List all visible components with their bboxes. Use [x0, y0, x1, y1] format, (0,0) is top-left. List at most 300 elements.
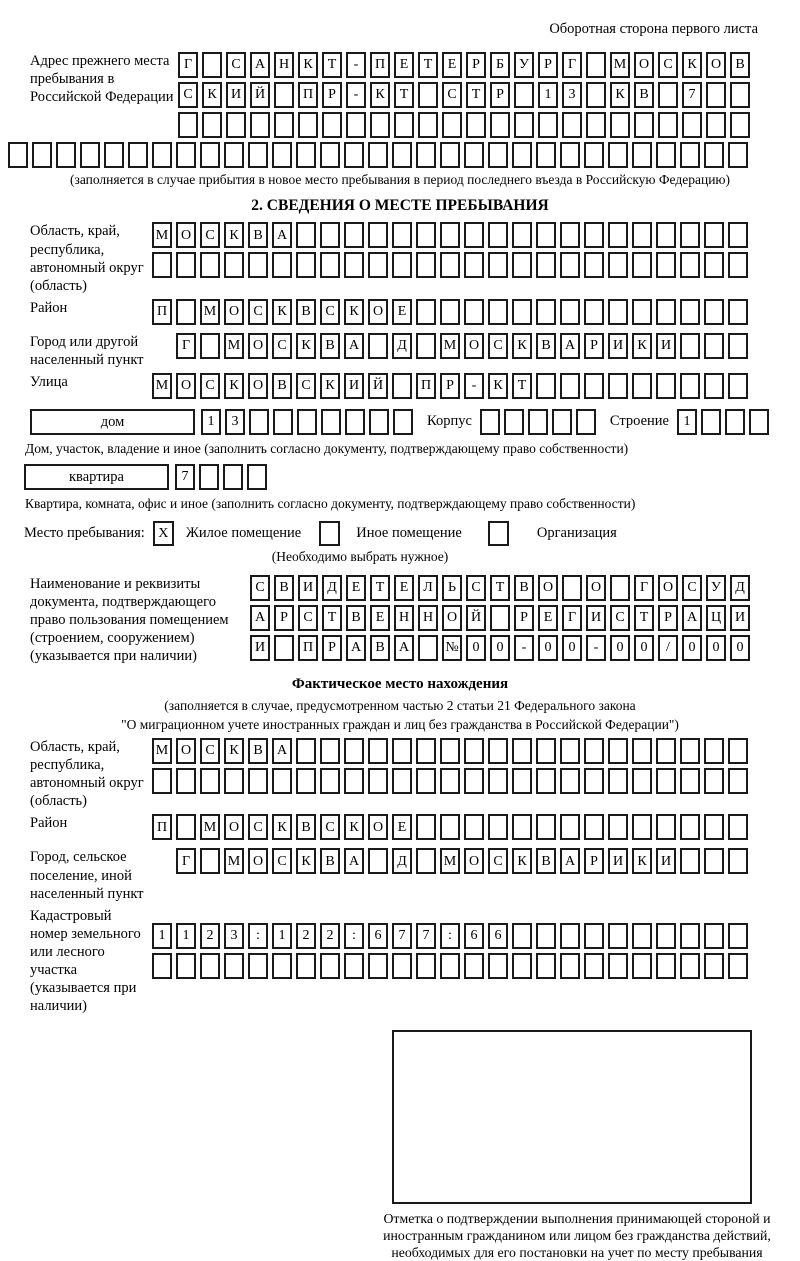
form-cell[interactable] [730, 112, 750, 138]
form-cell[interactable] [632, 373, 652, 399]
form-cell[interactable] [440, 222, 460, 248]
form-cell[interactable] [560, 953, 580, 979]
stay-option-other-checkbox[interactable] [319, 521, 340, 546]
form-cell[interactable]: В [274, 575, 294, 601]
form-cell[interactable] [680, 768, 700, 794]
form-cell[interactable] [488, 222, 508, 248]
form-cell[interactable]: - [346, 52, 366, 78]
form-cell[interactable] [8, 142, 28, 168]
form-cell[interactable]: С [320, 299, 340, 325]
form-cell[interactable]: К [298, 52, 318, 78]
form-cell[interactable]: М [224, 333, 244, 359]
form-cell[interactable]: А [272, 738, 292, 764]
form-cell[interactable]: - [346, 82, 366, 108]
form-cell[interactable] [608, 768, 628, 794]
form-cell[interactable] [704, 142, 724, 168]
form-cell[interactable] [273, 409, 293, 435]
form-cell[interactable] [730, 82, 750, 108]
form-cell[interactable] [704, 923, 724, 949]
form-cell[interactable] [656, 373, 676, 399]
form-cell[interactable] [576, 409, 596, 435]
form-cell[interactable]: В [248, 738, 268, 764]
form-cell[interactable]: Р [490, 82, 510, 108]
form-cell[interactable] [368, 953, 388, 979]
form-cell[interactable] [632, 738, 652, 764]
form-cell[interactable] [368, 142, 388, 168]
form-cell[interactable] [584, 142, 604, 168]
form-cell[interactable] [370, 112, 390, 138]
form-cell[interactable] [728, 222, 748, 248]
form-cell[interactable]: В [296, 299, 316, 325]
form-cell[interactable] [512, 142, 532, 168]
form-cell[interactable]: Е [392, 814, 412, 840]
form-cell[interactable] [392, 768, 412, 794]
form-cell[interactable]: С [488, 848, 508, 874]
form-cell[interactable]: Р [658, 605, 678, 631]
form-cell[interactable] [488, 814, 508, 840]
form-cell[interactable] [656, 738, 676, 764]
form-cell[interactable]: Е [392, 299, 412, 325]
form-cell[interactable]: П [152, 299, 172, 325]
form-cell[interactable] [656, 252, 676, 278]
form-cell[interactable]: 3 [225, 409, 245, 435]
form-cell[interactable] [512, 738, 532, 764]
form-cell[interactable] [536, 768, 556, 794]
form-cell[interactable] [749, 409, 769, 435]
form-cell[interactable] [728, 814, 748, 840]
form-cell[interactable]: 1 [152, 923, 172, 949]
form-cell[interactable] [296, 738, 316, 764]
form-cell[interactable]: 6 [368, 923, 388, 949]
form-cell[interactable] [632, 222, 652, 248]
form-cell[interactable] [656, 222, 676, 248]
form-cell[interactable]: М [152, 738, 172, 764]
form-cell[interactable] [608, 373, 628, 399]
form-cell[interactable] [560, 923, 580, 949]
form-cell[interactable] [176, 299, 196, 325]
form-cell[interactable] [704, 299, 724, 325]
form-cell[interactable]: В [536, 333, 556, 359]
form-cell[interactable] [680, 373, 700, 399]
form-cell[interactable]: А [272, 222, 292, 248]
form-cell[interactable] [680, 953, 700, 979]
form-cell[interactable] [608, 738, 628, 764]
form-cell[interactable] [320, 953, 340, 979]
form-cell[interactable]: А [346, 635, 366, 661]
form-cell[interactable]: Е [370, 605, 390, 631]
form-cell[interactable]: П [416, 373, 436, 399]
form-cell[interactable]: Р [466, 52, 486, 78]
form-cell[interactable] [152, 252, 172, 278]
form-cell[interactable] [272, 768, 292, 794]
form-cell[interactable]: У [514, 52, 534, 78]
form-cell[interactable]: В [296, 814, 316, 840]
form-cell[interactable]: Г [176, 333, 196, 359]
form-cell[interactable]: : [248, 923, 268, 949]
form-cell[interactable] [178, 112, 198, 138]
form-cell[interactable] [584, 252, 604, 278]
form-cell[interactable]: В [248, 222, 268, 248]
form-cell[interactable] [584, 953, 604, 979]
form-cell[interactable]: Й [368, 373, 388, 399]
form-cell[interactable]: К [202, 82, 222, 108]
form-cell[interactable]: С [200, 222, 220, 248]
form-cell[interactable]: С [296, 373, 316, 399]
form-cell[interactable] [416, 142, 436, 168]
form-cell[interactable] [560, 299, 580, 325]
form-cell[interactable] [176, 142, 196, 168]
form-cell[interactable]: С [466, 575, 486, 601]
form-cell[interactable] [464, 142, 484, 168]
form-cell[interactable]: 0 [538, 635, 558, 661]
form-cell[interactable]: № [442, 635, 462, 661]
form-cell[interactable]: 0 [682, 635, 702, 661]
form-cell[interactable]: И [344, 373, 364, 399]
form-cell[interactable]: О [706, 52, 726, 78]
form-cell[interactable] [176, 252, 196, 278]
form-cell[interactable] [512, 222, 532, 248]
form-cell[interactable] [680, 848, 700, 874]
form-cell[interactable]: О [224, 814, 244, 840]
form-cell[interactable] [480, 409, 500, 435]
form-cell[interactable] [440, 953, 460, 979]
form-cell[interactable] [608, 299, 628, 325]
form-cell[interactable] [392, 252, 412, 278]
form-cell[interactable] [224, 768, 244, 794]
form-cell[interactable] [680, 333, 700, 359]
form-cell[interactable] [369, 409, 389, 435]
form-cell[interactable] [680, 222, 700, 248]
form-cell[interactable]: М [152, 373, 172, 399]
form-cell[interactable]: 0 [610, 635, 630, 661]
form-cell[interactable] [418, 635, 438, 661]
form-cell[interactable] [80, 142, 100, 168]
form-cell[interactable]: М [440, 848, 460, 874]
form-cell[interactable] [536, 299, 556, 325]
form-cell[interactable]: С [272, 848, 292, 874]
form-cell[interactable]: С [200, 373, 220, 399]
form-cell[interactable] [226, 112, 246, 138]
form-cell[interactable] [728, 373, 748, 399]
form-cell[interactable] [274, 112, 294, 138]
form-cell[interactable] [440, 738, 460, 764]
form-cell[interactable]: Д [730, 575, 750, 601]
form-cell[interactable]: С [610, 605, 630, 631]
form-cell[interactable] [536, 142, 556, 168]
form-cell[interactable]: О [368, 814, 388, 840]
form-cell[interactable]: С [320, 814, 340, 840]
form-cell[interactable] [728, 252, 748, 278]
form-cell[interactable] [440, 252, 460, 278]
form-cell[interactable]: Т [322, 52, 342, 78]
form-cell[interactable] [656, 299, 676, 325]
form-cell[interactable]: О [464, 333, 484, 359]
form-cell[interactable]: И [298, 575, 318, 601]
form-cell[interactable] [728, 848, 748, 874]
form-cell[interactable] [392, 142, 412, 168]
form-cell[interactable]: 0 [706, 635, 726, 661]
form-cell[interactable]: О [248, 373, 268, 399]
form-cell[interactable]: Н [418, 605, 438, 631]
form-cell[interactable]: Р [274, 605, 294, 631]
form-cell[interactable]: Т [418, 52, 438, 78]
form-cell[interactable] [704, 814, 724, 840]
form-cell[interactable] [656, 923, 676, 949]
form-cell[interactable] [393, 409, 413, 435]
form-cell[interactable] [416, 333, 436, 359]
form-cell[interactable] [608, 222, 628, 248]
form-cell[interactable]: Ц [706, 605, 726, 631]
form-cell[interactable] [440, 768, 460, 794]
form-cell[interactable] [200, 848, 220, 874]
form-cell[interactable]: Г [562, 52, 582, 78]
form-cell[interactable]: И [608, 333, 628, 359]
form-cell[interactable] [200, 333, 220, 359]
form-cell[interactable] [272, 953, 292, 979]
form-cell[interactable] [466, 112, 486, 138]
form-cell[interactable]: Д [392, 848, 412, 874]
form-cell[interactable] [656, 953, 676, 979]
form-cell[interactable]: О [248, 333, 268, 359]
form-cell[interactable] [552, 409, 572, 435]
form-cell[interactable] [728, 333, 748, 359]
form-cell[interactable]: М [224, 848, 244, 874]
form-cell[interactable]: Б [490, 52, 510, 78]
form-cell[interactable]: К [344, 299, 364, 325]
form-cell[interactable]: И [586, 605, 606, 631]
form-cell[interactable] [248, 768, 268, 794]
form-cell[interactable]: В [272, 373, 292, 399]
form-cell[interactable]: - [514, 635, 534, 661]
form-cell[interactable] [223, 464, 243, 490]
form-cell[interactable] [584, 222, 604, 248]
form-cell[interactable] [321, 409, 341, 435]
form-cell[interactable] [560, 222, 580, 248]
form-cell[interactable]: 1 [677, 409, 697, 435]
form-cell[interactable]: Т [322, 605, 342, 631]
form-cell[interactable] [704, 848, 724, 874]
stay-option-dwelling-checkbox[interactable]: X [153, 521, 174, 546]
form-cell[interactable] [464, 299, 484, 325]
form-cell[interactable]: : [344, 923, 364, 949]
form-cell[interactable]: Г [178, 52, 198, 78]
form-cell[interactable]: 6 [464, 923, 484, 949]
form-cell[interactable]: И [730, 605, 750, 631]
form-cell[interactable] [560, 373, 580, 399]
form-cell[interactable]: 1 [272, 923, 292, 949]
form-cell[interactable] [706, 112, 726, 138]
form-cell[interactable]: С [272, 333, 292, 359]
form-cell[interactable] [560, 814, 580, 840]
form-cell[interactable] [488, 738, 508, 764]
form-cell[interactable] [704, 953, 724, 979]
form-cell[interactable] [680, 299, 700, 325]
form-cell[interactable] [392, 738, 412, 764]
form-cell[interactable]: О [464, 848, 484, 874]
form-cell[interactable] [416, 768, 436, 794]
form-cell[interactable] [416, 252, 436, 278]
form-cell[interactable]: 1 [538, 82, 558, 108]
form-cell[interactable]: 3 [224, 923, 244, 949]
form-cell[interactable]: Т [490, 575, 510, 601]
form-cell[interactable] [701, 409, 721, 435]
form-cell[interactable]: 0 [490, 635, 510, 661]
form-cell[interactable] [536, 923, 556, 949]
form-cell[interactable]: С [682, 575, 702, 601]
form-cell[interactable]: К [224, 373, 244, 399]
form-cell[interactable]: С [250, 575, 270, 601]
form-cell[interactable] [584, 299, 604, 325]
form-cell[interactable] [296, 252, 316, 278]
form-cell[interactable] [512, 814, 532, 840]
form-cell[interactable]: С [200, 738, 220, 764]
form-cell[interactable] [440, 814, 460, 840]
form-cell[interactable]: К [610, 82, 630, 108]
form-cell[interactable]: - [464, 373, 484, 399]
form-cell[interactable]: М [200, 814, 220, 840]
form-cell[interactable] [344, 768, 364, 794]
form-cell[interactable]: - [586, 635, 606, 661]
form-cell[interactable] [514, 112, 534, 138]
form-cell[interactable] [490, 605, 510, 631]
form-cell[interactable] [320, 222, 340, 248]
form-cell[interactable] [632, 142, 652, 168]
form-cell[interactable] [368, 768, 388, 794]
form-cell[interactable] [368, 333, 388, 359]
form-cell[interactable] [176, 814, 196, 840]
form-cell[interactable] [488, 768, 508, 794]
form-cell[interactable]: К [272, 299, 292, 325]
form-cell[interactable] [728, 923, 748, 949]
form-cell[interactable]: Т [512, 373, 532, 399]
form-cell[interactable] [514, 82, 534, 108]
form-cell[interactable] [536, 252, 556, 278]
form-cell[interactable]: С [298, 605, 318, 631]
form-cell[interactable]: Т [370, 575, 390, 601]
form-cell[interactable] [704, 738, 724, 764]
form-cell[interactable]: Т [634, 605, 654, 631]
form-cell[interactable]: С [248, 814, 268, 840]
form-cell[interactable] [368, 738, 388, 764]
form-cell[interactable] [512, 299, 532, 325]
form-cell[interactable] [704, 333, 724, 359]
form-cell[interactable] [586, 112, 606, 138]
form-cell[interactable] [176, 768, 196, 794]
form-cell[interactable]: С [658, 52, 678, 78]
form-cell[interactable] [490, 112, 510, 138]
stay-option-organization-checkbox[interactable] [488, 521, 509, 546]
form-cell[interactable] [322, 112, 342, 138]
form-cell[interactable] [728, 953, 748, 979]
form-cell[interactable]: О [634, 52, 654, 78]
form-cell[interactable] [392, 953, 412, 979]
form-cell[interactable] [725, 409, 745, 435]
form-cell[interactable]: В [346, 605, 366, 631]
form-cell[interactable]: Р [322, 635, 342, 661]
form-cell[interactable]: Й [250, 82, 270, 108]
form-cell[interactable] [584, 768, 604, 794]
form-cell[interactable]: К [296, 333, 316, 359]
form-cell[interactable]: В [370, 635, 390, 661]
form-cell[interactable] [440, 299, 460, 325]
form-cell[interactable] [608, 953, 628, 979]
form-cell[interactable] [200, 252, 220, 278]
form-cell[interactable]: К [370, 82, 390, 108]
form-cell[interactable] [56, 142, 76, 168]
form-cell[interactable]: А [560, 333, 580, 359]
form-cell[interactable]: К [320, 373, 340, 399]
form-cell[interactable] [656, 142, 676, 168]
form-cell[interactable] [199, 464, 219, 490]
form-cell[interactable] [586, 52, 606, 78]
form-cell[interactable] [176, 953, 196, 979]
form-cell[interactable]: С [248, 299, 268, 325]
form-cell[interactable] [296, 142, 316, 168]
form-cell[interactable]: О [538, 575, 558, 601]
form-cell[interactable] [512, 768, 532, 794]
form-cell[interactable] [104, 142, 124, 168]
form-cell[interactable] [442, 112, 462, 138]
form-cell[interactable] [656, 768, 676, 794]
form-cell[interactable] [298, 112, 318, 138]
form-cell[interactable] [320, 252, 340, 278]
form-cell[interactable] [464, 814, 484, 840]
form-cell[interactable] [584, 814, 604, 840]
form-cell[interactable]: Р [514, 605, 534, 631]
form-cell[interactable]: Т [466, 82, 486, 108]
form-cell[interactable]: В [730, 52, 750, 78]
form-cell[interactable]: Н [274, 52, 294, 78]
form-cell[interactable]: 2 [320, 923, 340, 949]
form-cell[interactable] [440, 142, 460, 168]
form-cell[interactable]: К [632, 333, 652, 359]
form-cell[interactable]: 7 [392, 923, 412, 949]
form-cell[interactable] [224, 953, 244, 979]
form-cell[interactable] [680, 142, 700, 168]
form-cell[interactable] [634, 112, 654, 138]
form-cell[interactable] [488, 953, 508, 979]
form-cell[interactable] [536, 373, 556, 399]
form-cell[interactable]: О [368, 299, 388, 325]
form-cell[interactable]: С [226, 52, 246, 78]
form-cell[interactable]: Е [394, 575, 414, 601]
form-cell[interactable] [272, 142, 292, 168]
form-cell[interactable]: А [560, 848, 580, 874]
form-cell[interactable]: Е [346, 575, 366, 601]
form-cell[interactable]: 7 [416, 923, 436, 949]
form-cell[interactable] [538, 112, 558, 138]
form-cell[interactable] [512, 252, 532, 278]
form-cell[interactable] [200, 142, 220, 168]
form-cell[interactable] [562, 112, 582, 138]
form-cell[interactable]: Г [562, 605, 582, 631]
form-cell[interactable]: 0 [634, 635, 654, 661]
form-cell[interactable] [296, 768, 316, 794]
form-cell[interactable] [320, 142, 340, 168]
form-cell[interactable] [632, 252, 652, 278]
form-cell[interactable] [416, 222, 436, 248]
form-cell[interactable]: А [250, 52, 270, 78]
form-cell[interactable] [416, 814, 436, 840]
form-cell[interactable]: К [682, 52, 702, 78]
form-cell[interactable]: И [656, 333, 676, 359]
form-cell[interactable]: Н [394, 605, 414, 631]
form-cell[interactable] [632, 768, 652, 794]
form-cell[interactable] [416, 848, 436, 874]
form-cell[interactable] [272, 252, 292, 278]
form-cell[interactable]: К [296, 848, 316, 874]
form-cell[interactable]: П [298, 82, 318, 108]
